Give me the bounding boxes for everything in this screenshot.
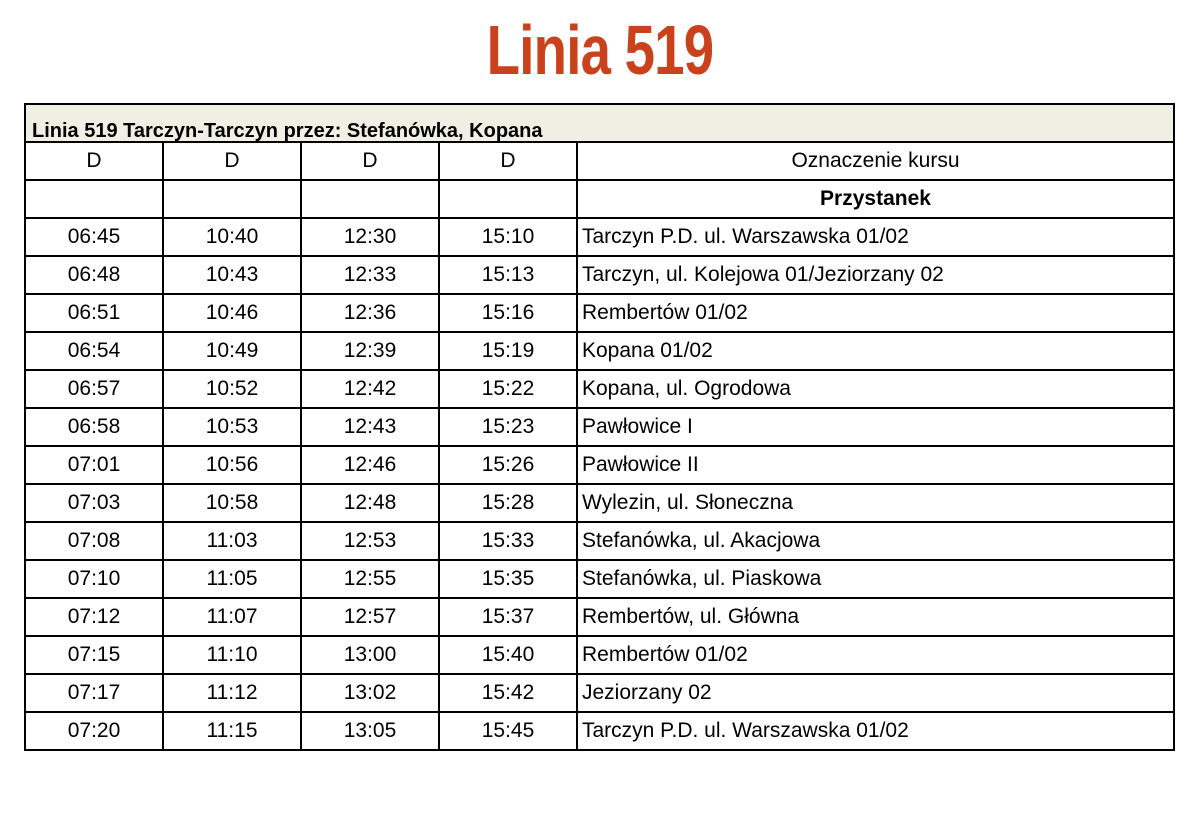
- departure-time: 12:57: [301, 598, 439, 636]
- departure-time: 10:53: [163, 408, 301, 446]
- departure-time: 12:36: [301, 294, 439, 332]
- stop-name: Pawłowice I: [577, 408, 1174, 446]
- stop-name: Jeziorzany 02: [577, 674, 1174, 712]
- stop-header-row: [25, 180, 1174, 218]
- timetable-row: [25, 370, 1174, 408]
- stop-name: Tarczyn P.D. ul. Warszawska 01/02: [577, 712, 1174, 750]
- timetable-row: [25, 636, 1174, 674]
- departure-time: 15:33: [439, 522, 577, 560]
- departure-time: 15:19: [439, 332, 577, 370]
- departure-time: 15:35: [439, 560, 577, 598]
- departure-time: 10:46: [163, 294, 301, 332]
- timetable: [24, 103, 1175, 751]
- stop-name: Rembertów 01/02: [577, 294, 1174, 332]
- stop-name: Pawłowice II: [577, 446, 1174, 484]
- departure-time: 12:33: [301, 256, 439, 294]
- departure-time: 07:08: [25, 522, 163, 560]
- departure-time: 15:28: [439, 484, 577, 522]
- departure-time: 07:20: [25, 712, 163, 750]
- empty-cell: [25, 180, 163, 218]
- stop-name: Kopana 01/02: [577, 332, 1174, 370]
- empty-cell: [439, 180, 577, 218]
- departure-time: 11:05: [163, 560, 301, 598]
- route-label: Linia 519 Tarczyn-Tarczyn przez: Stefanówka, Kopana: [25, 104, 1174, 142]
- stop-name: Wylezin, ul. Słoneczna: [577, 484, 1174, 522]
- departure-time: 15:10: [439, 218, 577, 256]
- departure-time: 10:40: [163, 218, 301, 256]
- departure-time: 12:55: [301, 560, 439, 598]
- timetable-row: [25, 598, 1174, 636]
- timetable-row: [25, 446, 1174, 484]
- timetable-row: [25, 294, 1174, 332]
- departure-time: 11:07: [163, 598, 301, 636]
- stop-name: Stefanówka, ul. Piaskowa: [577, 560, 1174, 598]
- course-code: D: [439, 142, 577, 180]
- stop-name: Rembertów, ul. Główna: [577, 598, 1174, 636]
- timetable-row: [25, 484, 1174, 522]
- departure-time: 10:43: [163, 256, 301, 294]
- stop-name: Rembertów 01/02: [577, 636, 1174, 674]
- departure-time: 13:02: [301, 674, 439, 712]
- departure-time: 12:43: [301, 408, 439, 446]
- departure-time: 12:53: [301, 522, 439, 560]
- stop-name: Kopana, ul. Ogrodowa: [577, 370, 1174, 408]
- timetable-row: [25, 560, 1174, 598]
- timetable-row: [25, 256, 1174, 294]
- departure-time: 12:42: [301, 370, 439, 408]
- departure-time: 06:57: [25, 370, 163, 408]
- departure-time: 10:56: [163, 446, 301, 484]
- departure-time: 07:01: [25, 446, 163, 484]
- course-code-row: [25, 142, 1174, 180]
- page-title: Linia 519: [486, 11, 714, 89]
- departure-time: 11:12: [163, 674, 301, 712]
- departure-time: 10:52: [163, 370, 301, 408]
- departure-time: 10:49: [163, 332, 301, 370]
- departure-time: 11:15: [163, 712, 301, 750]
- timetable-row: [25, 332, 1174, 370]
- course-code: D: [25, 142, 163, 180]
- stop-name: Tarczyn, ul. Kolejowa 01/Jeziorzany 02: [577, 256, 1174, 294]
- departure-time: 15:42: [439, 674, 577, 712]
- departure-time: 15:37: [439, 598, 577, 636]
- timetable-row: [25, 674, 1174, 712]
- departure-time: 15:22: [439, 370, 577, 408]
- departure-time: 12:39: [301, 332, 439, 370]
- departure-time: 11:03: [163, 522, 301, 560]
- departure-time: 06:58: [25, 408, 163, 446]
- departure-time: 15:16: [439, 294, 577, 332]
- departure-time: 07:10: [25, 560, 163, 598]
- route-row: [25, 104, 1174, 142]
- departure-time: 10:58: [163, 484, 301, 522]
- departure-time: 07:03: [25, 484, 163, 522]
- timetable-row: [25, 522, 1174, 560]
- departure-time: 15:23: [439, 408, 577, 446]
- departure-time: 07:15: [25, 636, 163, 674]
- departure-time: 12:48: [301, 484, 439, 522]
- departure-time: 13:00: [301, 636, 439, 674]
- departure-time: 06:48: [25, 256, 163, 294]
- departure-time: 12:46: [301, 446, 439, 484]
- departure-time: 07:17: [25, 674, 163, 712]
- departure-time: 06:54: [25, 332, 163, 370]
- timetable-row: [25, 712, 1174, 750]
- departure-time: 07:12: [25, 598, 163, 636]
- timetable-row: [25, 408, 1174, 446]
- empty-cell: [301, 180, 439, 218]
- course-code: D: [301, 142, 439, 180]
- departure-time: 12:30: [301, 218, 439, 256]
- stop-header: Przystanek: [577, 180, 1174, 218]
- departure-time: 06:51: [25, 294, 163, 332]
- course-label: Oznaczenie kursu: [577, 142, 1174, 180]
- departure-time: 13:05: [301, 712, 439, 750]
- stop-name: Tarczyn P.D. ul. Warszawska 01/02: [577, 218, 1174, 256]
- empty-cell: [163, 180, 301, 218]
- departure-time: 11:10: [163, 636, 301, 674]
- departure-time: 15:45: [439, 712, 577, 750]
- departure-time: 15:13: [439, 256, 577, 294]
- timetable-row: [25, 218, 1174, 256]
- departure-time: 15:26: [439, 446, 577, 484]
- departure-time: 15:40: [439, 636, 577, 674]
- stop-name: Stefanówka, ul. Akacjowa: [577, 522, 1174, 560]
- course-code: D: [163, 142, 301, 180]
- departure-time: 06:45: [25, 218, 163, 256]
